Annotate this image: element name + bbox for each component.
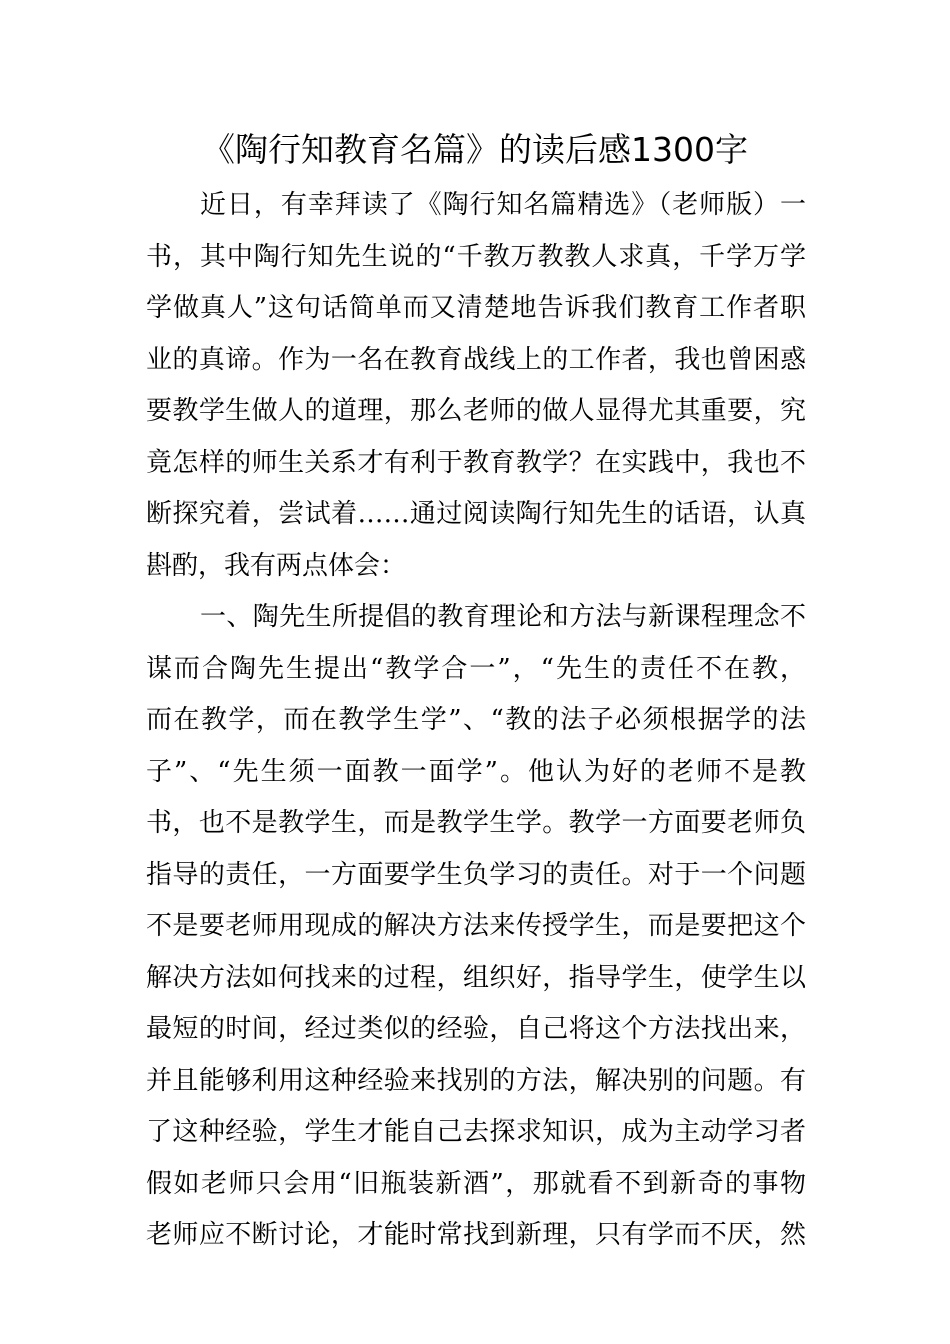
paragraph-line: 老师应不断讨论，才能时常找到新理，只有学而不厌，然 (146, 1220, 806, 1250)
paragraph-line: 要教学生做人的道理，那么老师的做人显得尤其重要，究 (146, 396, 806, 426)
paragraph-line: 断探究着，尝试着……通过阅读陶行知先生的话语，认真 (146, 499, 806, 529)
paragraph-line: 假如老师只会用“旧瓶装新酒”，那就看不到新奇的事物 (146, 1168, 806, 1199)
paragraph-line: 解决方法如何找来的过程，组织好，指导学生，使学生以 (146, 962, 806, 993)
document-title: 《陶行知教育名篇》的读后感1300字 (202, 130, 748, 169)
paragraph-line: 子”、“先生须一面教一面学”。他认为好的老师不是教 (146, 756, 806, 787)
paragraph-line: 斟酌，我有两点体会： (146, 550, 407, 581)
paragraph-line: 而在教学，而在教学生学”、“教的法子必须根据学的法 (146, 705, 806, 735)
paragraph-line: 最短的时间，经过类似的经验，自己将这个方法找出来， (146, 1014, 806, 1044)
paragraph-line: 不是要老师用现成的解决方法来传授学生，而是要把这个 (146, 911, 806, 941)
paragraph-line: 一、陶先生所提倡的教育理论和方法与新课程理念不 (200, 602, 806, 632)
paragraph-line: 了这种经验，学生才能自己去探求知识，成为主动学习者 (146, 1117, 806, 1147)
paragraph-line: 书，也不是教学生，而是教学生学。教学一方面要老师负 (146, 808, 806, 838)
document-body (146, 180, 806, 1262)
paragraph-line: 竟怎样的师生关系才有利于教育教学？在实践中，我也不 (146, 447, 806, 478)
paragraph-line: 业的真谛。作为一名在教育战线上的工作者，我也曾困惑 (146, 344, 806, 375)
paragraph-line: 近日，有幸拜读了《陶行知名篇精选》（老师版）一 (200, 190, 806, 220)
paragraph-line: 谋而合陶先生提出“教学合一”，“先生的责任不在教， (146, 653, 806, 684)
paragraph-line: 并且能够利用这种经验来找别的方法，解决别的问题。有 (146, 1065, 806, 1096)
paragraph-line: 书，其中陶行知先生说的“千教万教教人求真，千学万学 (146, 241, 806, 272)
paragraph-line: 学做真人”这句话简单而又清楚地告诉我们教育工作者职 (146, 293, 806, 323)
paragraph-line: 指导的责任，一方面要学生负学习的责任。对于一个问题 (146, 859, 806, 890)
